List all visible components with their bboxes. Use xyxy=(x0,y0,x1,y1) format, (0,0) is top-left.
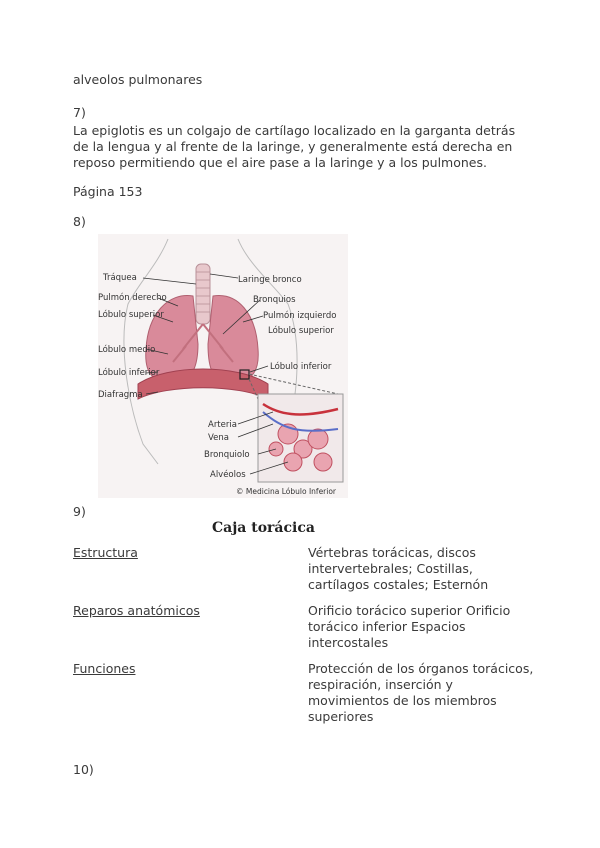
label-traquea: Tráquea xyxy=(103,273,137,283)
label-vena: Vena xyxy=(208,433,229,443)
row-funciones-value: Protección de los órganos torácicos, respiración, inserción y movimientos de los miembros superiores xyxy=(308,661,534,724)
label-pulmon-izquierdo: Pulmón izquierdo xyxy=(263,311,337,321)
label-pulmon-derecho: Pulmón derecho xyxy=(98,293,167,303)
label-bronquiolo: Bronquiolo xyxy=(204,450,250,460)
label-lobulo-inferior-der: Lóbulo inferior xyxy=(270,362,332,372)
row-estructura-label: Estructura xyxy=(73,545,138,560)
lungs-illustration xyxy=(98,234,348,498)
label-lobulo-inferior-izq: Lóbulo inferior xyxy=(98,368,160,378)
alveolos-line: alveolos pulmonares xyxy=(73,72,203,87)
question-7-number: 7) xyxy=(73,105,86,120)
page-reference: Página 153 xyxy=(73,184,143,199)
label-arteria: Arteria xyxy=(208,420,237,430)
figure-credit: © Medicina Lóbulo Inferior xyxy=(236,487,337,496)
question-10-number: 10) xyxy=(73,762,94,777)
row-estructura-value: Vértebras torácicas, discos intervertebrales; Costillas, cartílagos costales; Esternón xyxy=(308,545,489,592)
label-lobulo-superior-izq: Lóbulo superior xyxy=(98,310,164,320)
label-alveolos: Alvéolos xyxy=(210,470,246,480)
table-title: Caja torácica xyxy=(212,520,315,536)
row-reparos-value: Orificio torácico superior Orificio torácico inferior Espacios intercostales xyxy=(308,603,511,650)
question-8-number: 8) xyxy=(73,214,86,229)
respiratory-system-figure xyxy=(98,234,348,498)
label-laringe: Laringe bronco xyxy=(238,275,302,285)
label-diafragma: Diafragma xyxy=(98,390,143,400)
label-lobulo-superior-der: Lóbulo superior xyxy=(268,326,334,336)
question-7-answer: La epiglotis es un colgajo de cartílago localizado en la garganta detrás de la lengua y al frente de la laringe, y generalmente está derecha en reposo permitiendo que el aire pase a la laringe y a los pulmones. xyxy=(73,123,516,170)
label-bronquios: Bronquios xyxy=(253,295,296,305)
row-funciones-label: Funciones xyxy=(73,661,136,676)
question-9-number: 9) xyxy=(73,504,86,519)
trachea-shape xyxy=(196,264,210,324)
label-lobulo-medio: Lóbulo medio xyxy=(98,345,156,355)
row-reparos-label: Reparos anatómicos xyxy=(73,603,200,618)
